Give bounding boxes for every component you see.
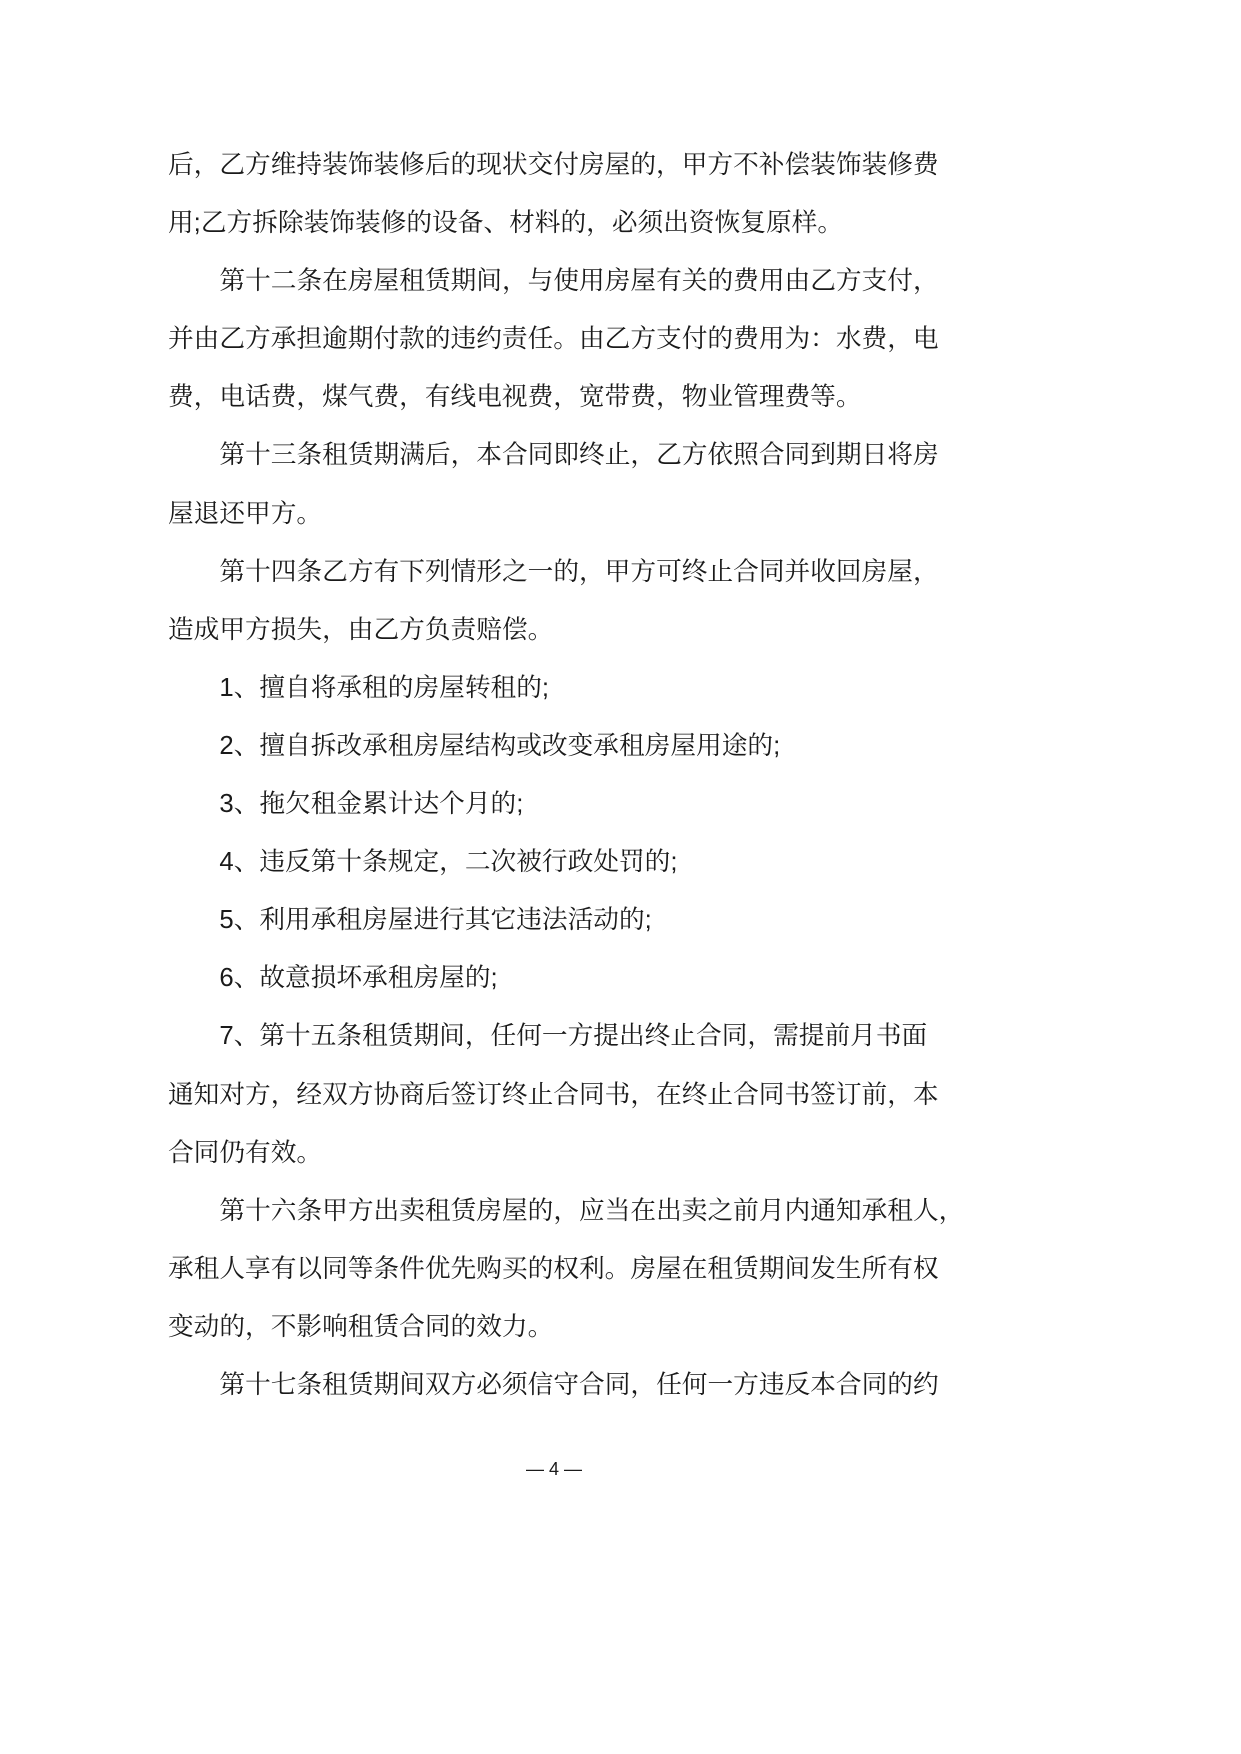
- continued-paragraph: [168, 136, 998, 252]
- paragraph-line: 7、第十五条租赁期间，任何一方提出终止合同，需提前月书面: [219, 1022, 928, 1051]
- paragraph-line: 屋退还甲方。: [168, 499, 323, 528]
- paragraph-line: 5、利用承租房屋进行其它违法活动的;: [219, 906, 652, 935]
- list-item-6: [168, 949, 998, 1007]
- paragraph-line: 费，电话费，煤气费，有线电视费，宽带费，物业管理费等。: [168, 383, 862, 412]
- paragraph-line: 变动的，不影响租赁合同的效力。: [168, 1312, 554, 1341]
- list-item-4: [168, 833, 998, 891]
- paragraph-line: 造成甲方损失，由乙方负责赔偿。: [168, 615, 554, 644]
- paragraph-line: 第十六条甲方出卖租赁房屋的，应当在出卖之前月内通知承租人，: [219, 1196, 965, 1225]
- paragraph-article-17: [168, 1356, 998, 1414]
- list-item-3: [168, 775, 998, 833]
- paragraph-line: 4、违反第十条规定，二次被行政处罚的;: [219, 848, 678, 877]
- paragraph-line: 3、拖欠租金累计达个月的;: [219, 790, 524, 819]
- paragraph-line: 并由乙方承担逾期付款的违约责任。由乙方支付的费用为：水费，电: [168, 325, 939, 354]
- paragraph-article-12: [168, 252, 998, 426]
- paragraph-line: 第十三条租赁期满后，本合同即终止，乙方依照合同到期日将房: [219, 441, 939, 470]
- document-body: [168, 136, 998, 1414]
- paragraph-article-16: [168, 1182, 998, 1356]
- paragraph-article-14: [168, 543, 998, 659]
- paragraph-line: 后，乙方维持装饰装修后的现状交付房屋的，甲方不补偿装饰装修费: [168, 151, 939, 179]
- paragraph-line: 6、故意损坏承租房屋的;: [219, 964, 498, 993]
- paragraph-line: 用;乙方拆除装饰装修的设备、材料的，必须出资恢复原样。: [168, 209, 844, 238]
- list-item-5: [168, 891, 998, 949]
- paragraph-article-13: [168, 426, 998, 542]
- list-item-1: [168, 659, 998, 717]
- list-item-2: [168, 717, 998, 775]
- paragraph-line: 第十七条租赁期间双方必须信守合同，任何一方违反本合同的约: [219, 1370, 939, 1399]
- paragraph-line: 通知对方，经双方协商后签订终止合同书，在终止合同书签订前，本: [168, 1080, 939, 1109]
- paragraph-line: 承租人享有以同等条件优先购买的权利。房屋在租赁期间发生所有权: [168, 1254, 939, 1283]
- page-number: — 4 —: [525, 1459, 582, 1479]
- paragraph-line: 1、擅自将承租的房屋转租的;: [219, 673, 550, 702]
- paragraph-line: 2、擅自拆改承租房屋结构或改变承租房屋用途的;: [219, 731, 781, 760]
- paragraph-line: 第十二条在房屋租赁期间，与使用房屋有关的费用由乙方支付，: [219, 267, 939, 296]
- paragraph-line: 第十四条乙方有下列情形之一的，甲方可终止合同并收回房屋，: [219, 557, 939, 586]
- paragraph-line: 合同仍有效。: [168, 1138, 323, 1167]
- list-item-7: [168, 1007, 998, 1181]
